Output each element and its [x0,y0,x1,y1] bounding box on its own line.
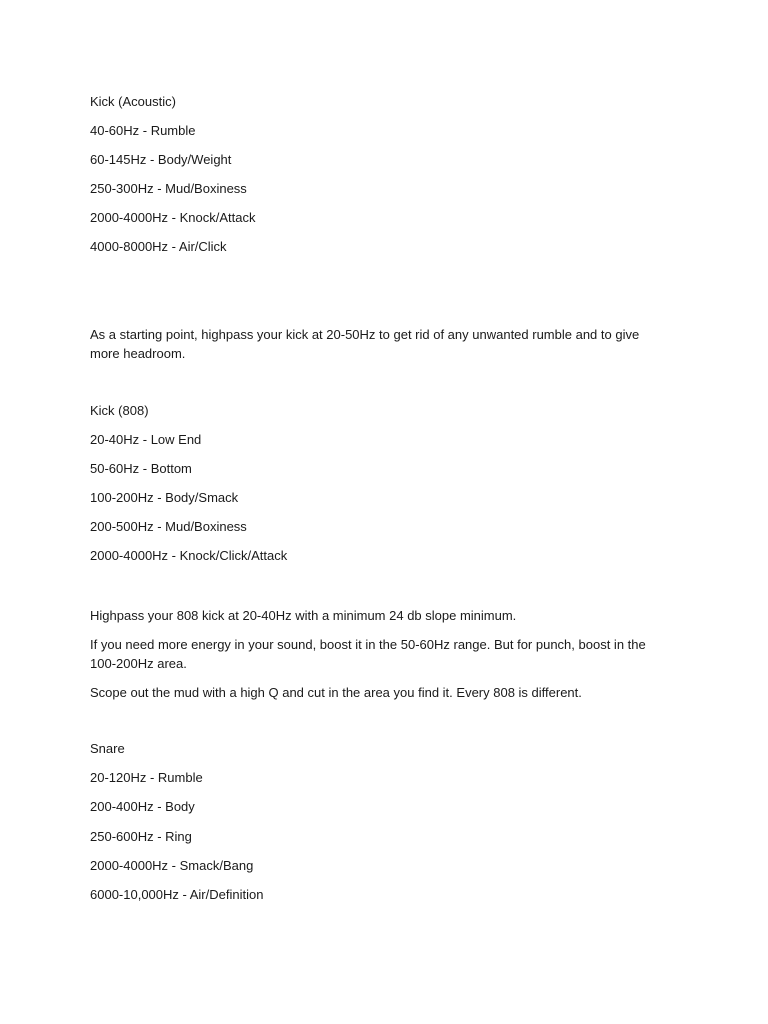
snare-item: 6000-10,000Hz - Air/Definition [90,887,264,902]
kick-acoustic-heading: Kick (Acoustic) [90,94,176,109]
snare-item: 20-120Hz - Rumble [90,770,203,785]
kick-808-item: 20-40Hz - Low End [90,432,202,447]
kick-acoustic-item: 2000-4000Hz - Knock/Attack [90,210,256,225]
kick-808-item: 200-500Hz - Mud/Boxiness [90,519,247,534]
snare-item: 250-600Hz - Ring [90,829,192,844]
snare-item: 2000-4000Hz - Smack/Bang [90,858,254,873]
kick-808-item: 50-60Hz - Bottom [90,461,192,476]
snare-heading: Snare [90,741,125,756]
kick-808-note: Scope out the mud with a high Q and cut in the area you find it. Every 808 is different. [90,685,582,700]
kick-808-item: 2000-4000Hz - Knock/Click/Attack [90,548,288,563]
kick-808-note: If you need more energy in your sound, boost it in the 50-60Hz range. But for punch, boost in the 100-200Hz area. [90,637,646,671]
kick-808-item: 100-200Hz - Body/Smack [90,490,239,505]
kick-acoustic-note: As a starting point, highpass your kick at 20-50Hz to get rid of any unwanted rumble and to give more headroom. [90,327,640,361]
kick-acoustic-item: 4000-8000Hz - Air/Click [90,239,227,254]
kick-808-note: Highpass your 808 kick at 20-40Hz with a minimum 24 db slope minimum. [90,608,517,623]
snare-item: 200-400Hz - Body [90,799,195,814]
kick-acoustic-item: 250-300Hz - Mud/Boxiness [90,181,247,196]
kick-acoustic-item: 60-145Hz - Body/Weight [90,152,232,167]
kick-acoustic-item: 40-60Hz - Rumble [90,123,196,138]
kick-808-heading: Kick (808) [90,403,149,418]
